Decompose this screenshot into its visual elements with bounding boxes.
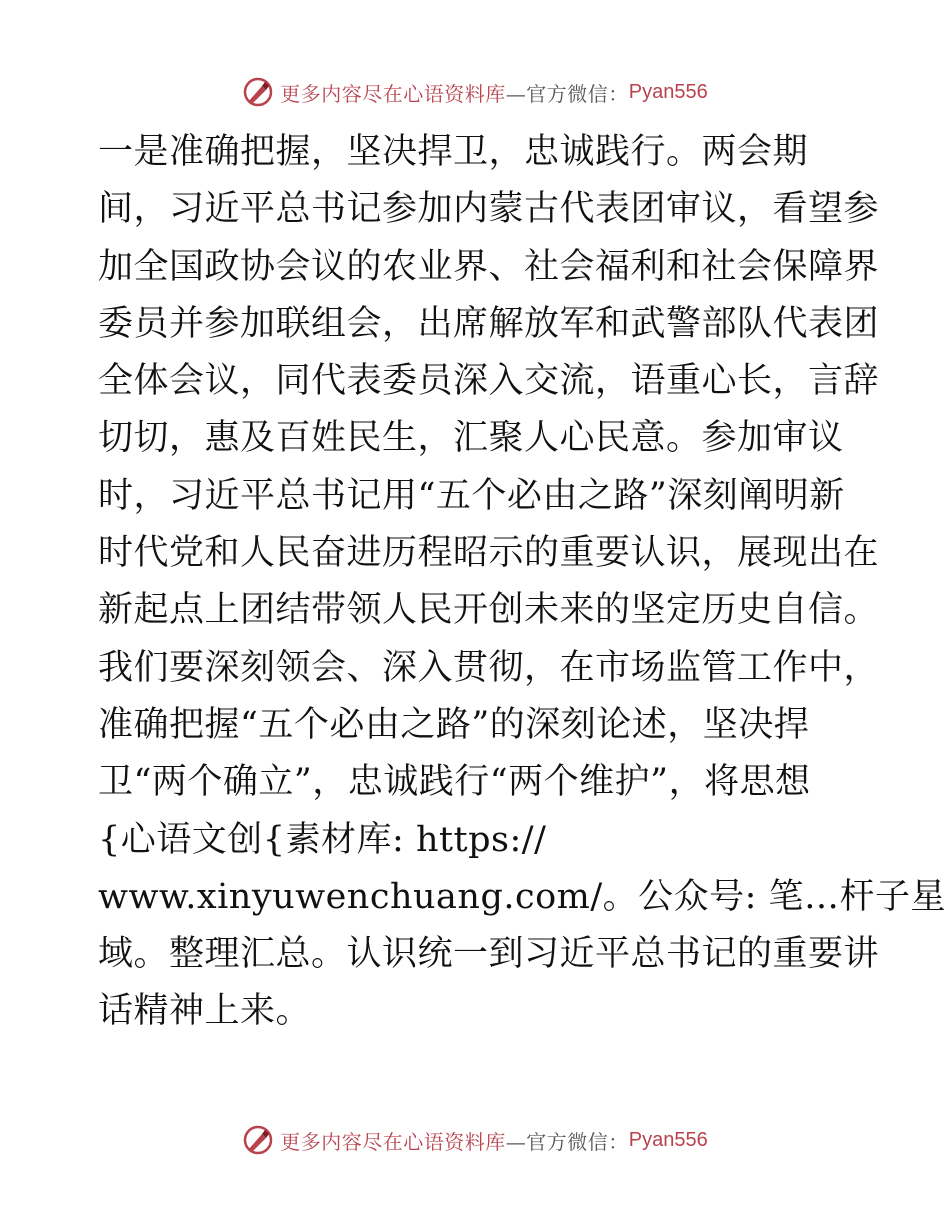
footer-banner [0,1120,950,1160]
body-line: www.xinyuwenchuang.com/。公众号: 笔…杆子星 [98,876,947,917]
header-banner-wechat-id: Pyan556 [628,80,708,103]
body-line: 委员并参加联组会，出席解放军和武警部队代表团 [98,303,880,344]
header-banner-title: 更多内容尽在心语资料库 [280,81,506,106]
body-line: 卫“两个确立”，忠诚践行“两个维护”，将思想 [98,762,811,803]
footer-banner-wechat-id: Pyan556 [628,1128,708,1151]
body-line: 域。整理汇总。认识统一到习近平总书记的重要讲 [98,934,880,975]
body-line: 一是准确把握，坚决捍卫，忠诚践行。两会期 [98,132,809,172]
body-line: 加全国政协会议的农业界、社会福利和社会保障界 [98,246,880,287]
header-banner [0,72,950,112]
header-banner-dash: —官方微信： [505,81,629,106]
footer-banner-title: 更多内容尽在心语资料库 [280,1129,506,1154]
pen-logo-icon [242,1124,274,1156]
body-line: 时，习近平总书记用“五个必由之路”深刻阐明新 [98,475,845,516]
body-line: 全体会议，同代表委员深入交流，语重心长，言辞 [98,361,880,402]
body-line: 我们要深刻领会、深入贯彻，在市场监管工作中， [98,647,880,688]
body-line: 话精神上来。 [98,991,312,1032]
body-line: 间，习近平总书记参加内蒙古代表团审议，看望参 [98,189,880,230]
document-body [98,124,947,1041]
body-line: 时代党和人民奋进历程昭示的重要认识，展现出在 [98,533,880,574]
body-line: 切切，惠及百姓民生，汇聚人心民意。参加审议 [98,418,844,459]
body-line: {心语文创{素材库: https:// [98,819,547,860]
body-line: 新起点上团结带领人民开创未来的坚定历史自信。 [98,590,880,631]
body-line: 准确把握“五个必由之路”的深刻论述，坚决捍 [98,704,810,745]
footer-banner-dash: —官方微信： [505,1129,629,1154]
pen-logo-icon [242,76,274,108]
